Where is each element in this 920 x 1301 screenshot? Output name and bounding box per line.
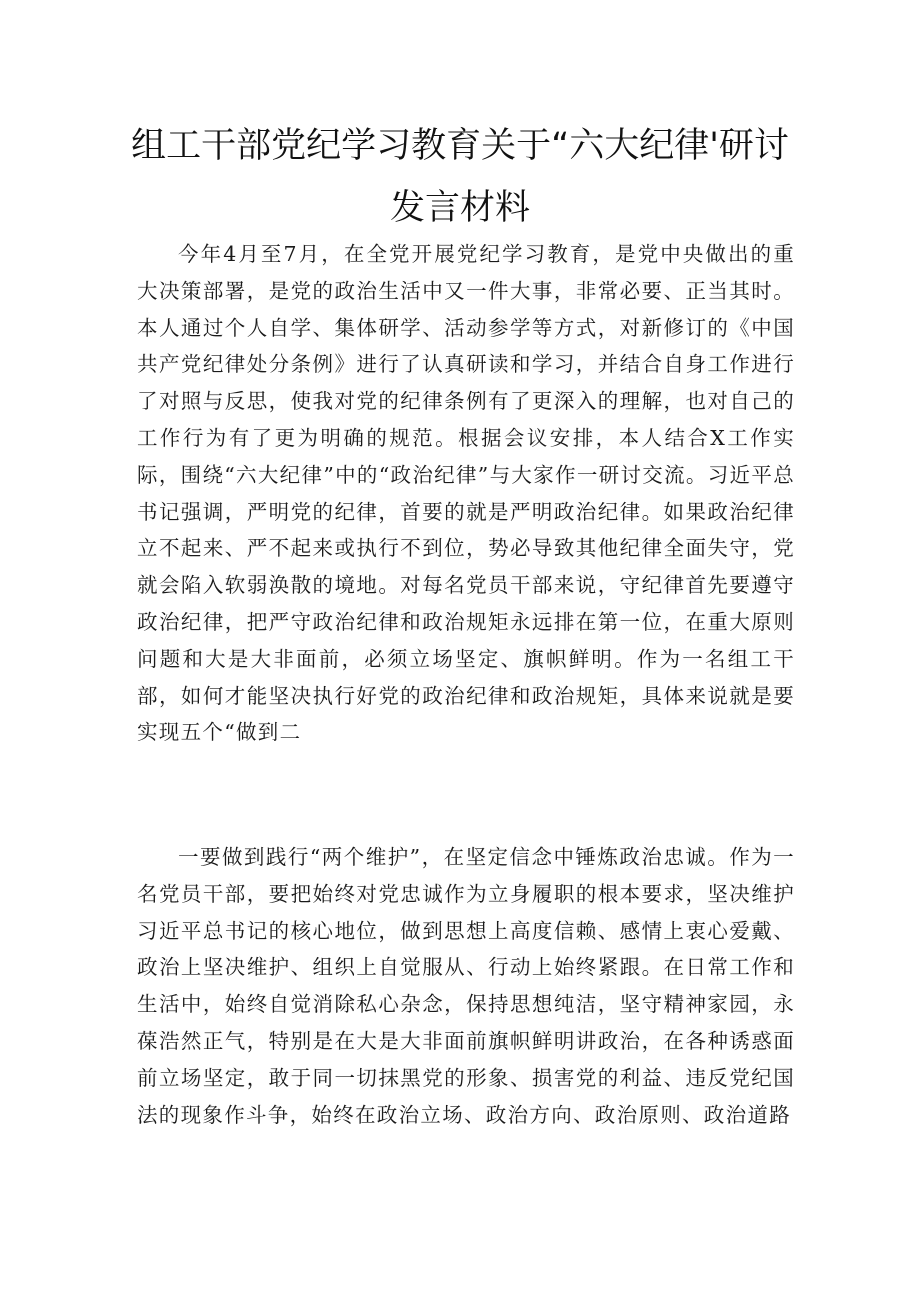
document-title-line-2: 发言材料 bbox=[389, 188, 530, 228]
document-title-line-1: 组工干部党纪学习教育关于“六大纪律'研讨 bbox=[131, 126, 789, 166]
body-paragraph-first-point: 一要做到践行“两个维护”，在坚定信念中锤炼政治忠诚。作为一名党员干部，要把始终对党忠诚作为立身履职的根本要求，坚决维护习近平总书记的核心地位，做到思想上高度信赖、感情上衷心爱戴、政治上坚决维护、组织上自觉服从、行动上始终紧跟。在日常工作和生活中，始终自觉消除私心杂念，保持思想纯洁，坚守精神家园，永葆浩然正气，特别是在大是大非面前旗帜鲜明讲政治，在各种诱惑面前立场坚定，敢于同一切抹黑党的形象、损害党的利益、违反党纪国法的现象作斗争，始终在政治立场、政治方向、政治原则、政治道路 bbox=[137, 845, 795, 1127]
body-paragraph-intro: 今年4月至7月，在全党开展党纪学习教育，是党中央做出的重大决策部署，是党的政治生活中又一件大事，非常必要、正当其时。本人通过个人自学、集体研学、活动参学等方式，对新修订的《中国共产党纪律处分条例》进行了认真研读和学习，并结合自身工作进行了对照与反思，使我对党的纪律条例有了更深入的理解，也对自己的工作行为有了更为明确的规范。根据会议安排，本人结合X工作实际，围绕“六大纪律”中的“政治纪律”与大家作一研讨交流。习近平总书记强调，严明党的纪律，首要的就是严明政治纪律。如果政治纪律立不起来、严不起来或执行不到位，势必导致其他纪律全面失守，党就会陷入软弱涣散的境地。对每名党员干部来说，守纪律首先要遵守政治纪律，把严守政治纪律和政治规矩永远排在第一位，在重大原则问题和大是大非面前，必须立场坚定、旗帜鲜明。作为一名组工干部，如何才能坚决执行好党的政治纪律和政治规矩，具体来说就是要实现五个“做到二 bbox=[137, 242, 795, 745]
